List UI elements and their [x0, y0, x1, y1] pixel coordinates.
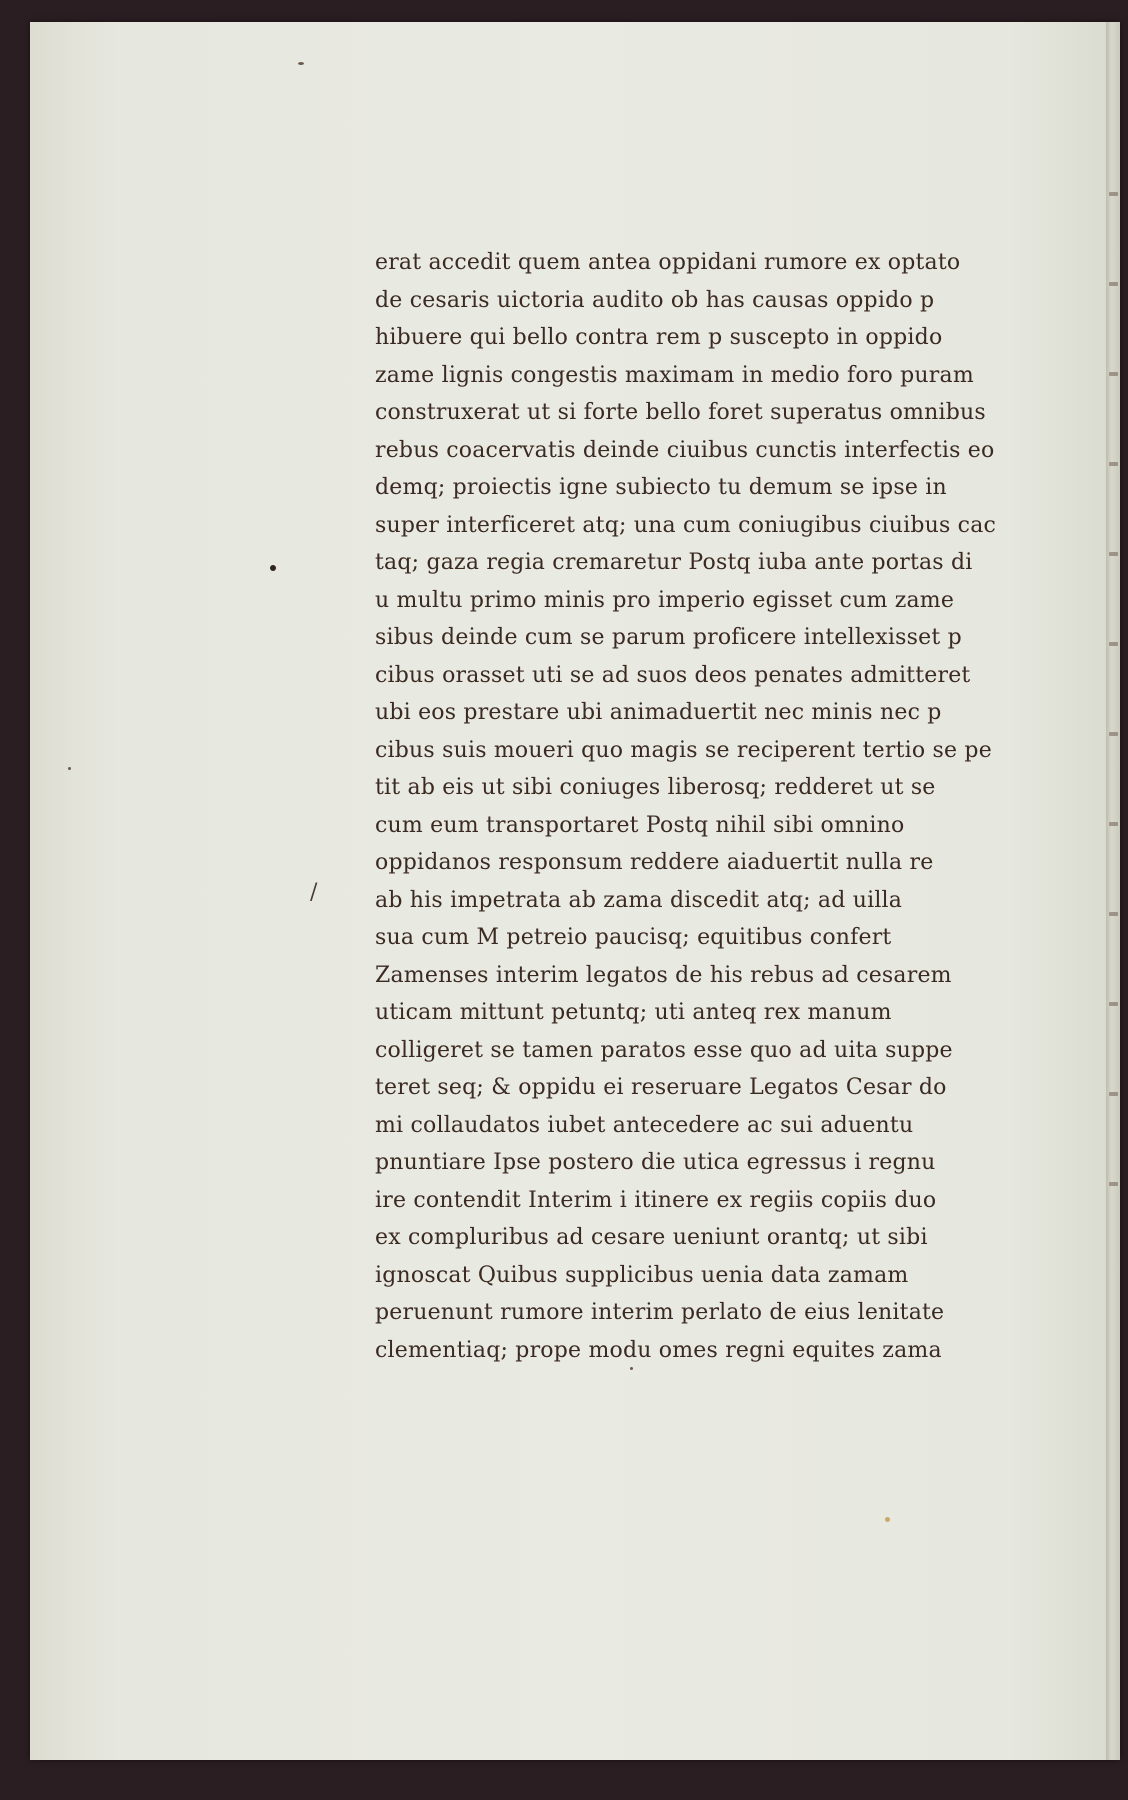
- manuscript-line: erat accedit quem antea oppidani rumore ex optato: [375, 250, 961, 275]
- manuscript-line: mi collaudatos iubet antecedere ac sui aduentu: [375, 1112, 914, 1138]
- manuscript-line: hibuere qui bello contra rem p suscepto in oppido: [375, 325, 943, 350]
- manuscript-line: u multu primo minis pro imperio egisset cum zame: [375, 587, 955, 613]
- text-column: [375, 244, 1120, 1369]
- manuscript-line: sua cum M petreio paucisq; equitibus confert: [375, 925, 892, 950]
- manuscript-line: sibus deinde cum se parum proficere intellexisset p: [375, 625, 962, 650]
- manuscript-line: cibus orasset uti se ad suos deos penates admitteret: [375, 662, 971, 688]
- manuscript-line: clementiaq; prope modu omes regni equites zama: [375, 1337, 942, 1363]
- manuscript-line: pnuntiare Ipse postero die utica egressus i regnu: [375, 1150, 936, 1175]
- stain-speck: [885, 1517, 890, 1522]
- manuscript-line: zame lignis congestis maximam in medio foro puram: [375, 362, 974, 388]
- facing-page-ink-mark: [1109, 192, 1118, 196]
- manuscript-line: uticam mittunt petuntq; uti anteq rex manum: [375, 1000, 892, 1025]
- manuscript-line: oppidanos responsum reddere aiaduertit nulla re: [375, 850, 934, 875]
- manuscript-line: construxerat ut si forte bello foret superatus omnibus: [375, 400, 986, 425]
- ink-speck: [270, 565, 276, 571]
- manuscript-line: teret seq; & oppidu ei reseruare Legatos Cesar do: [375, 1075, 947, 1100]
- manuscript-line: ab his impetrata ab zama discedit atq; ad uilla: [375, 887, 903, 913]
- manuscript-line: tit ab eis ut sibi coniuges liberosq; redderet ut se: [375, 775, 936, 800]
- manuscript-line: ire contendit Interim i itinere ex regiis copiis duo: [375, 1187, 937, 1213]
- manuscript-line: ex compluribus ad cesare ueniunt orantq; ut sibi: [375, 1225, 928, 1250]
- manuscript-line: rebus coacervatis deinde ciuibus cunctis interfectis eo: [375, 437, 995, 463]
- manuscript-line: cibus suis moueri quo magis se reciperent tertio se pe: [375, 737, 992, 763]
- manuscript-line: ignoscat Quibus supplicibus uenia data zamam: [375, 1262, 909, 1288]
- manuscript-line: demq; proiectis igne subiecto tu demum se ipse in: [375, 475, 947, 500]
- manuscript-line: taq; gaza regia cremaretur Postq iuba ante portas di: [375, 550, 973, 575]
- manuscript-line: colligeret se tamen paratos esse quo ad uita suppe: [375, 1037, 953, 1063]
- manuscript-line: de cesaris uictoria audito ob has causas oppido p: [375, 287, 935, 313]
- margin-mark: /: [310, 880, 318, 905]
- manuscript-line: ubi eos prestare ubi animaduertit nec minis nec p: [375, 700, 942, 725]
- manuscript-line: cum eum transportaret Postq nihil sibi omnino: [375, 812, 905, 838]
- manuscript-line: Zamenses interim legatos de his rebus ad cesarem: [375, 962, 952, 988]
- ink-speck: [298, 62, 304, 65]
- manuscript-page: [30, 22, 1120, 1760]
- manuscript-line: peruenunt rumore interim perlato de eius lenitate: [375, 1300, 945, 1325]
- ink-speck: [68, 767, 71, 770]
- manuscript-line: super interficeret atq; una cum coniugibus ciuibus cac: [375, 512, 997, 538]
